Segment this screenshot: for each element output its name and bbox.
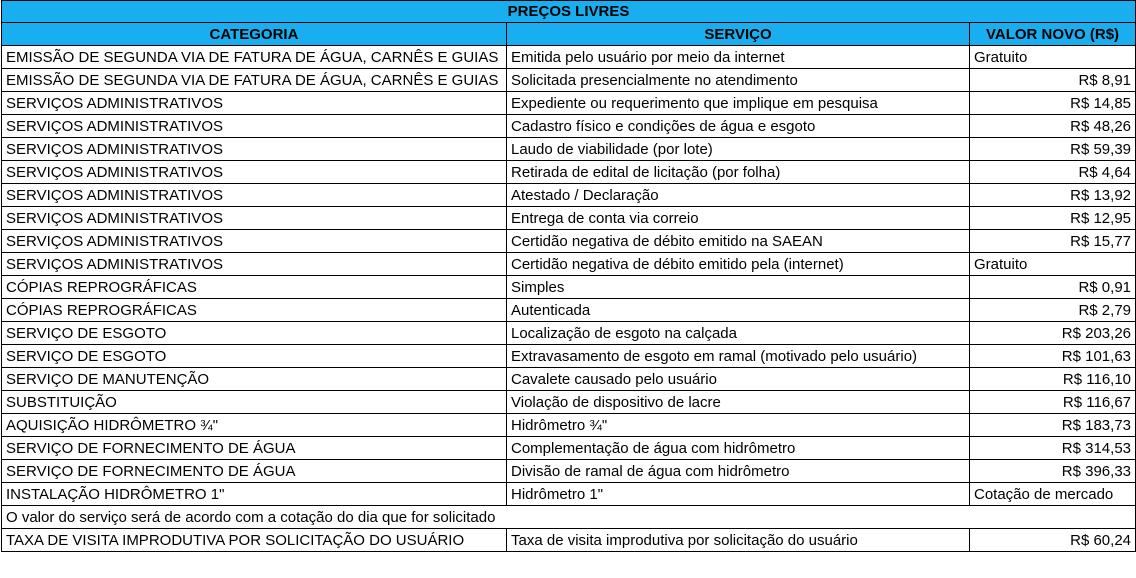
cell-valor: R$ 101,63 [970,345,1136,368]
cell-categoria: CÓPIAS REPROGRÁFICAS [2,299,507,322]
note-cell: O valor do serviço será de acordo com a cotação do dia que for solicitado [2,506,1136,529]
title-row [2,1,1136,23]
cell-valor: R$ 60,24 [970,529,1136,552]
cell-valor: R$ 8,91 [970,69,1136,92]
table-row [2,299,1136,322]
cell-servico: Expediente ou requerimento que implique em pesquisa [507,92,970,115]
cell-valor: Gratuito [970,253,1136,276]
table-row [2,345,1136,368]
table-row [2,69,1136,92]
price-table [1,0,1136,552]
cell-servico: Autenticada [507,299,970,322]
table-row [2,115,1136,138]
cell-valor: R$ 0,91 [970,276,1136,299]
cell-categoria: SERVIÇO DE ESGOTO [2,322,507,345]
cell-categoria: SERVIÇOS ADMINISTRATIVOS [2,138,507,161]
cell-categoria: SERVIÇO DE FORNECIMENTO DE ÁGUA [2,460,507,483]
cell-servico: Solicitada presencialmente no atendimento [507,69,970,92]
header-valor: VALOR NOVO (R$) [970,23,1136,46]
cell-categoria: SERVIÇO DE FORNECIMENTO DE ÁGUA [2,437,507,460]
cell-valor: R$ 116,10 [970,368,1136,391]
cell-categoria: SERVIÇO DE MANUTENÇÃO [2,368,507,391]
table-row [2,391,1136,414]
cell-servico: Extravasamento de esgoto em ramal (motivado pelo usuário) [507,345,970,368]
cell-servico: Retirada de edital de licitação (por folha) [507,161,970,184]
cell-servico: Violação de dispositivo de lacre [507,391,970,414]
cell-valor: R$ 15,77 [970,230,1136,253]
cell-categoria: SERVIÇO DE ESGOTO [2,345,507,368]
cell-servico: Complementação de água com hidrômetro [507,437,970,460]
cell-categoria: SERVIÇOS ADMINISTRATIVOS [2,161,507,184]
table-row [2,276,1136,299]
table-row [2,230,1136,253]
cell-servico: Atestado / Declaração [507,184,970,207]
table-row [2,322,1136,345]
table-body [2,46,1136,506]
cell-valor: R$ 48,26 [970,115,1136,138]
cell-valor: R$ 183,73 [970,414,1136,437]
cell-categoria: SERVIÇOS ADMINISTRATIVOS [2,92,507,115]
table-row [2,161,1136,184]
table-row [2,414,1136,437]
table-row [2,138,1136,161]
cell-categoria: SERVIÇOS ADMINISTRATIVOS [2,230,507,253]
cell-servico: Cavalete causado pelo usuário [507,368,970,391]
cell-categoria: SERVIÇOS ADMINISTRATIVOS [2,115,507,138]
table-row [2,253,1136,276]
header-row [2,23,1136,46]
cell-servico: Cadastro físico e condições de água e esgoto [507,115,970,138]
cell-servico: Taxa de visita improdutiva por solicitação do usuário [507,529,970,552]
cell-categoria: SERVIÇOS ADMINISTRATIVOS [2,207,507,230]
table-row [2,207,1136,230]
cell-servico: Certidão negativa de débito emitido pela (internet) [507,253,970,276]
header-servico: SERVIÇO [507,23,970,46]
cell-categoria: CÓPIAS REPROGRÁFICAS [2,276,507,299]
cell-valor: R$ 396,33 [970,460,1136,483]
cell-categoria: EMISSÃO DE SEGUNDA VIA DE FATURA DE ÁGUA, CARNÊS E GUIAS [2,69,507,92]
cell-valor: R$ 12,95 [970,207,1136,230]
cell-categoria: INSTALAÇÃO HIDRÔMETRO 1" [2,483,507,506]
cell-categoria: SUBSTITUIÇÃO [2,391,507,414]
cell-valor: R$ 203,26 [970,322,1136,345]
cell-servico: Divisão de ramal de água com hidrômetro [507,460,970,483]
table-row [2,529,1136,552]
table-row [2,184,1136,207]
cell-servico: Emitida pelo usuário por meio da internet [507,46,970,69]
cell-categoria: SERVIÇOS ADMINISTRATIVOS [2,184,507,207]
cell-valor: R$ 2,79 [970,299,1136,322]
cell-servico: Simples [507,276,970,299]
cell-categoria: AQUISIÇÃO HIDRÔMETRO ¾" [2,414,507,437]
table-row [2,437,1136,460]
cell-valor: R$ 4,64 [970,161,1136,184]
cell-valor: R$ 14,85 [970,92,1136,115]
table-row [2,92,1136,115]
table-row [2,460,1136,483]
table-row [2,46,1136,69]
cell-servico: Certidão negativa de débito emitido na SAEAN [507,230,970,253]
cell-categoria: EMISSÃO DE SEGUNDA VIA DE FATURA DE ÁGUA, CARNÊS E GUIAS [2,46,507,69]
cell-servico: Hidrômetro 1" [507,483,970,506]
cell-categoria: SERVIÇOS ADMINISTRATIVOS [2,253,507,276]
note-row [2,506,1136,529]
cell-servico: Entrega de conta via correio [507,207,970,230]
table-row [2,368,1136,391]
cell-categoria: TAXA DE VISITA IMPRODUTIVA POR SOLICITAÇÃO DO USUÁRIO [2,529,507,552]
cell-valor: Cotação de mercado [970,483,1136,506]
cell-valor: Gratuito [970,46,1136,69]
cell-servico: Laudo de viabilidade (por lote) [507,138,970,161]
cell-servico: Localização de esgoto na calçada [507,322,970,345]
cell-valor: R$ 314,53 [970,437,1136,460]
cell-valor: R$ 116,67 [970,391,1136,414]
cell-valor: R$ 59,39 [970,138,1136,161]
header-categoria: CATEGORIA [2,23,507,46]
table-title: PREÇOS LIVRES [2,1,1136,23]
table-row [2,483,1136,506]
cell-servico: Hidrômetro ¾" [507,414,970,437]
cell-valor: R$ 13,92 [970,184,1136,207]
